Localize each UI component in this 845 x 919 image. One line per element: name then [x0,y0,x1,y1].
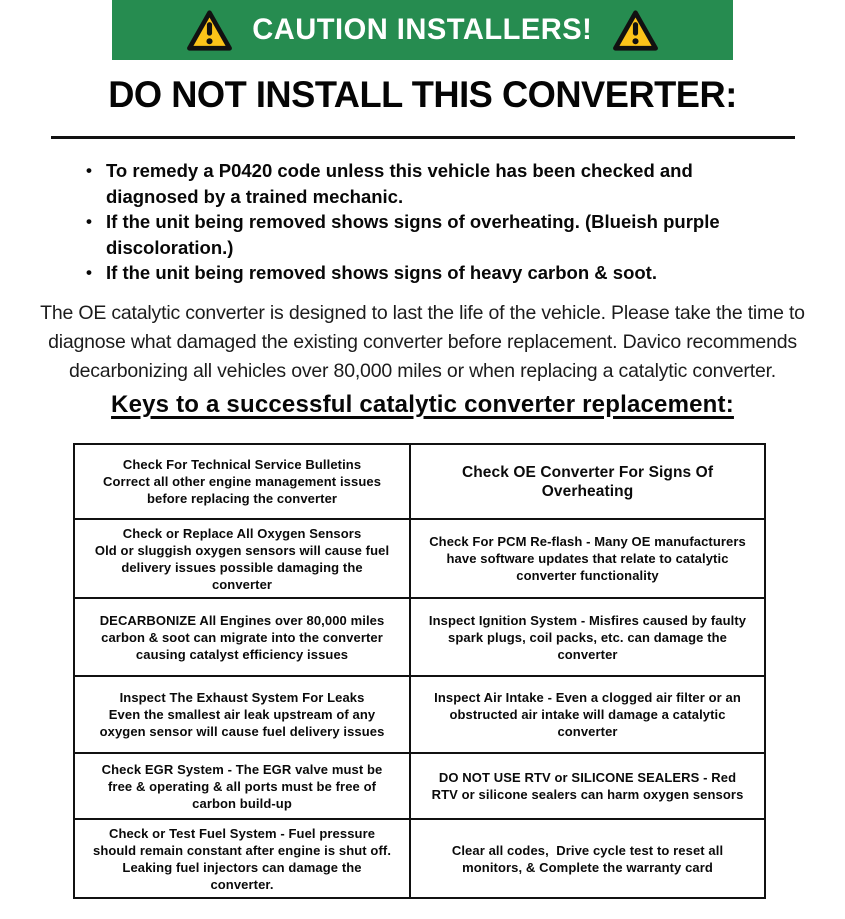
cell-title: DECARBONIZE All Engines over 80,000 miles carbon & soot can migrate into the converter causing catalyst efficiency issues [99,612,389,662]
caution-banner [112,0,733,60]
table-cell-left [75,599,411,675]
cell-title: Check or Test Fuel System - Fuel pressure should remain constant after engine is shut off. Leaking fuel injectors can damage the converter. [92,825,399,892]
table-row [75,820,764,897]
warning-list-item: • If the unit being removed shows signs of heavy carbon & soot. [92,260,737,286]
warning-list-item: • To remedy a P0420 code unless this vehicle has been checked and diagnosed by a trained mechanic. [92,158,737,209]
table-cell-left [75,820,411,897]
cell-title: Inspect The Exhaust System For Leaks [119,690,365,705]
warning-list [92,158,742,286]
cell-title: Check or Replace All Oxygen Sensors [122,525,362,541]
cell-body: Even the smallest air leak upstream of any oxygen sensor will cause fuel delivery issues [99,707,385,739]
cell-body: Old or sluggish oxygen sensors will cause fuel delivery issues possible damaging the converter [94,542,393,592]
cell-text: Inspect Ignition System - Misfires caused by faulty spark plugs, coil packs, etc. can damage the converter [428,612,750,662]
cell-text: Clear all codes, Drive cycle test to reset all monitors, & Complete the warranty card [451,842,727,875]
cell-text: DO NOT USE RTV or SILICONE SEALERS - Red RTV or silicone sealers can harm oxygen sensors [431,770,744,802]
table-cell-left [75,520,411,597]
table-row [75,677,764,754]
table-cell-right [411,520,764,597]
warning-triangle-icon [612,9,659,52]
cell-text: Check For PCM Re-flash - Many OE manufacturers have software updates that relate to catalytic converter functionality [429,534,750,583]
table-cell-right [411,677,764,752]
table-cell-right [411,445,764,518]
advisory-paragraph: The OE catalytic converter is designed to last the life of the vehicle. Please take the time to diagnose what damaged the existing converter before replacement. Davico recommends decarbonizing all vehicles over 80,000 miles or when replacing a catalytic converter. [40,302,805,382]
cell-title: Check EGR System - The EGR valve must be free & operating & all ports must be free of carbon build-up [101,761,387,811]
cell-title: Check For Technical Service Bulletins [122,457,362,472]
table-cell-right [411,820,764,897]
warning-triangle-icon [186,9,233,52]
divider-rule [51,136,795,139]
table-cell-right [411,754,764,818]
table-cell-left [75,677,411,752]
table-row [75,599,764,677]
checklist-table [73,443,766,899]
cell-body: Correct all other engine management issues before replacing the converter [103,474,385,506]
table-cell-left [75,445,411,518]
caution-banner-label: CAUTION INSTALLERS! [252,13,593,46]
main-heading: DO NOT INSTALL THIS CONVERTER: [108,74,737,115]
table-row [75,520,764,599]
cell-text: Check OE Converter For Signs Of Overheating [461,463,718,500]
table-cell-left [75,754,411,818]
cell-text: Inspect Air Intake - Even a clogged air filter or an obstructed air intake will damage a catalytic converter [434,690,745,739]
table-cell-right [411,599,764,675]
table-row [75,445,764,520]
keys-heading: Keys to a successful catalytic converter replacement: [111,391,734,418]
warning-list-item: • If the unit being removed shows signs of overheating. (Blueish purple discoloration.) [92,209,737,260]
table-row [75,754,764,820]
